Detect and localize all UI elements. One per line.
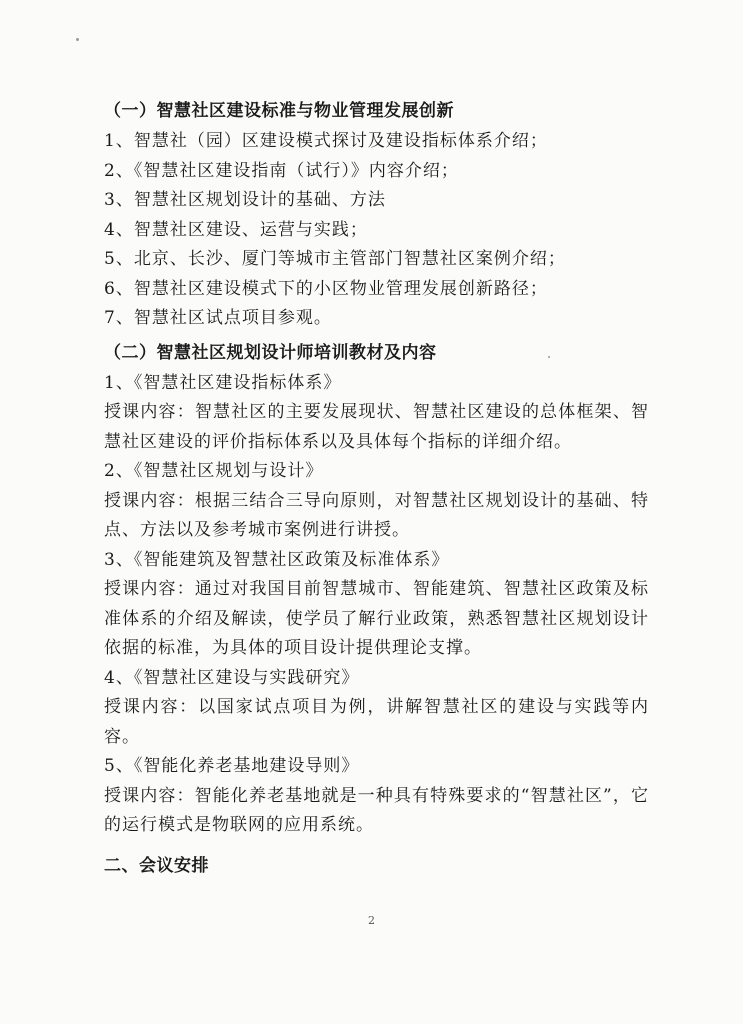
- list-item: 1、智慧社（园）区建设模式探讨及建设指标体系介绍；: [104, 131, 548, 151]
- course-content: 授课内容：以国家试点项目为例，讲解智慧社区的建设与实践等内容。: [104, 697, 649, 747]
- section-item-list: [104, 127, 649, 334]
- document-body: [104, 96, 649, 882]
- section-heading: 二、会议安排: [104, 855, 209, 876]
- course-content: 授课内容：智慧社区的主要发展现状、智慧社区建设的总体框架、智慧社区建设的评价指标体系以及具体每个指标的详细介绍。: [104, 402, 649, 452]
- list-item: 5、北京、长沙、厦门等城市主管部门智慧社区案例介绍；: [104, 249, 566, 269]
- course-list: [104, 369, 649, 841]
- list-item: 7、智慧社区试点项目参观。: [104, 308, 332, 328]
- list-item: 2、《智慧社区建设指南（试行）》内容介绍；: [104, 160, 459, 181]
- course-title: 5、《智能化养老基地建设导则》: [104, 756, 360, 776]
- course-content: 授课内容：智能化养老基地就是一种具有特殊要求的“智慧社区”，它的运行模式是物联网的应用系统。: [104, 785, 649, 835]
- page-number: 2: [368, 914, 375, 927]
- course-title: 4、《智慧社区建设与实践研究》: [104, 667, 360, 688]
- course-title: 3、《智能建筑及智慧社区政策及标准体系》: [104, 549, 450, 570]
- list-item: 3、智慧社区规划设计的基础、方法: [104, 190, 386, 210]
- course-content: 授课内容：通过对我国目前智慧城市、智能建筑、智慧社区政策及标准体系的介绍及解读，使学员了解行业政策，熟悉智慧社区规划设计依据的标准，为具体的项目设计提供理论支撑。: [104, 579, 649, 658]
- list-item: 6、智慧社区建设模式下的小区物业管理发展创新路径；: [104, 278, 548, 299]
- course-title: 1、《智慧社区建设指标体系》: [104, 372, 342, 393]
- list-item: 4、智慧社区建设、运营与实践；: [104, 219, 368, 240]
- course-title: 2、《智慧社区规划与设计》: [104, 461, 324, 481]
- section-heading: （二）智慧社区规划设计师培训教材及内容: [104, 342, 437, 363]
- section-heading: （一）智慧社区建设标准与物业管理发展创新: [104, 101, 454, 121]
- scan-speck: [76, 38, 79, 41]
- course-content: 授课内容：根据三结合三导向原则，对智慧社区规划设计的基础、特点、方法以及参考城市案例进行讲授。: [104, 490, 649, 540]
